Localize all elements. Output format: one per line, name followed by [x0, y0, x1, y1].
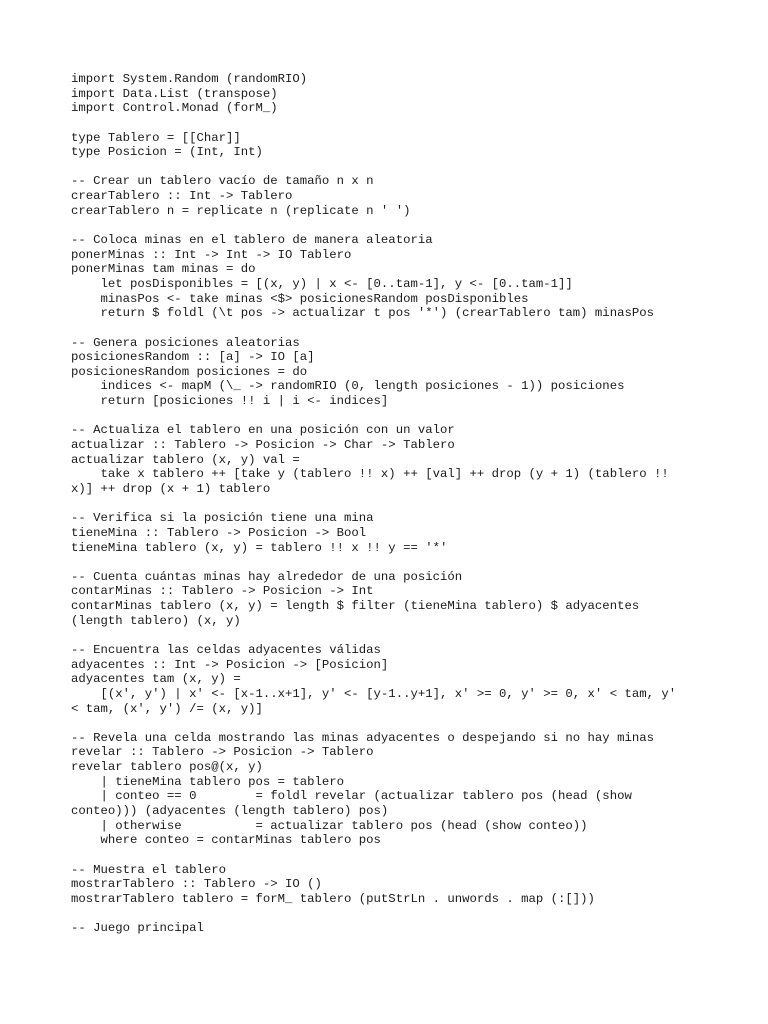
code-line — [71, 848, 711, 863]
code-line: contarMinas :: Tablero -> Posicion -> Int — [71, 584, 374, 599]
code-line: actualizar tablero (x, y) val = — [71, 452, 300, 467]
code-line: type Tablero = [[Char]] — [71, 130, 241, 145]
code-line: let posDisponibles = [(x, y) | x <- [0..tam-1], y <- [0..tam-1]] — [71, 276, 573, 291]
code-line — [71, 409, 711, 424]
code-line: -- Genera posiciones aleatorias — [71, 335, 300, 350]
code-line — [71, 907, 711, 922]
code-line — [71, 321, 711, 336]
code-line: | tieneMina tablero pos = tablero — [71, 774, 345, 789]
code-line: adyacentes tam (x, y) = — [71, 672, 241, 687]
code-line: -- Coloca minas en el tablero de manera aleatoria — [71, 233, 433, 248]
code-line: -- Encuentra las celdas adyacentes válidas — [71, 642, 381, 657]
code-line: -- Verifica si la posición tiene una mina — [71, 511, 374, 526]
code-line: adyacentes :: Int -> Posicion -> [Posicion] — [71, 657, 389, 672]
code-line: return $ foldl (\t pos -> actualizar t pos '*') (crearTablero tam) minasPos — [71, 306, 654, 321]
code-line: -- Revela una celda mostrando las minas adyacentes o despejando si no hay minas — [71, 730, 654, 745]
code-line: actualizar :: Tablero -> Posicion -> Char -> Tablero — [71, 438, 455, 453]
code-line: ponerMinas :: Int -> Int -> IO Tablero — [71, 247, 352, 262]
code-line: tieneMina tablero (x, y) = tablero !! x !! y == '*' — [71, 540, 448, 555]
code-line: ponerMinas tam minas = do — [71, 262, 256, 277]
code-line — [71, 160, 711, 175]
code-line: -- Actualiza el tablero en una posición con un valor — [71, 423, 455, 438]
code-line: mostrarTablero tablero = forM_ tablero (putStrLn . unwords . map (:[])) — [71, 891, 595, 906]
code-line: type Posicion = (Int, Int) — [71, 145, 263, 160]
code-line: import Control.Monad (forM_) — [71, 101, 278, 116]
code-line: < tam, (x', y') /= (x, y)] — [71, 701, 263, 716]
code-line: -- Cuenta cuántas minas hay alrededor de una posición — [71, 569, 463, 584]
code-line: where conteo = contarMinas tablero pos — [71, 833, 381, 848]
code-line: -- Juego principal — [71, 921, 204, 936]
code-line: | conteo == 0 = foldl revelar (actualizar tablero pos (head (show — [71, 789, 632, 804]
code-line: indices <- mapM (\_ -> randomRIO (0, length posiciones - 1)) posiciones — [71, 379, 625, 394]
code-line — [71, 116, 711, 131]
code-line — [71, 628, 711, 643]
code-line: [(x', y') | x' <- [x-1..x+1], y' <- [y-1..y+1], x' >= 0, y' >= 0, x' < tam, y' — [71, 686, 677, 701]
code-line: return [posiciones !! i | i <- indices] — [71, 394, 389, 409]
code-line: tieneMina :: Tablero -> Posicion -> Bool — [71, 525, 367, 540]
code-line: conteo))) (adyacentes (length tablero) pos) — [71, 804, 389, 819]
code-line: minasPos <- take minas <$> posicionesRandom posDisponibles — [71, 291, 529, 306]
code-line: posicionesRandom :: [a] -> IO [a] — [71, 350, 315, 365]
code-line: contarMinas tablero (x, y) = length $ filter (tieneMina tablero) $ adyacentes — [71, 599, 640, 614]
code-line: take x tablero ++ [take y (tablero !! x) ++ [val] ++ drop (y + 1) (tablero !! — [71, 467, 669, 482]
code-line — [71, 555, 711, 570]
code-line: | otherwise = actualizar tablero pos (head (show conteo)) — [71, 818, 588, 833]
code-line: posicionesRandom posiciones = do — [71, 364, 308, 379]
code-line: crearTablero :: Int -> Tablero — [71, 189, 293, 204]
code-line: -- Muestra el tablero — [71, 862, 226, 877]
code-line: x)] ++ drop (x + 1) tablero — [71, 481, 271, 496]
code-line: import System.Random (randomRIO) — [71, 72, 308, 86]
code-line: crearTablero n = replicate n (replicate n ' ') — [71, 203, 411, 218]
code-block — [71, 72, 711, 936]
code-line — [71, 218, 711, 233]
code-line — [71, 497, 711, 512]
code-line: revelar tablero pos@(x, y) — [71, 760, 263, 775]
code-line: import Data.List (transpose) — [71, 86, 278, 101]
code-line — [71, 716, 711, 731]
code-line: -- Crear un tablero vacío de tamaño n x n — [71, 174, 374, 189]
code-line: (length tablero) (x, y) — [71, 613, 241, 628]
code-line: revelar :: Tablero -> Posicion -> Tablero — [71, 745, 374, 760]
code-line: mostrarTablero :: Tablero -> IO () — [71, 877, 322, 892]
